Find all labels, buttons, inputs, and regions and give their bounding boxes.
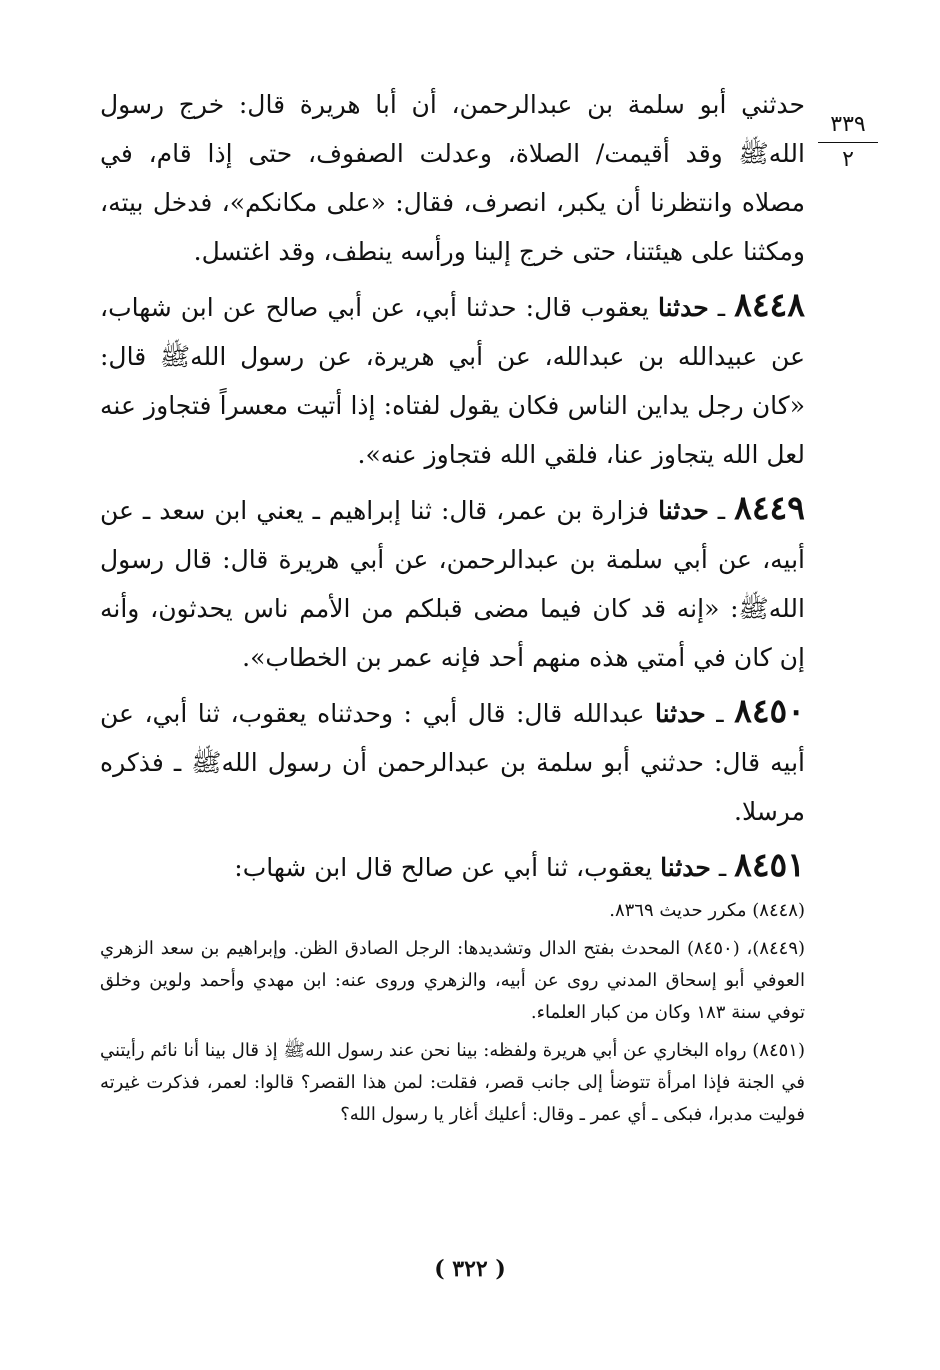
- hadith-8449: [100, 483, 805, 682]
- hadith-text: عبدالله قال: قال أبي : وحدثناه يعقوب، ثنا أبي، عن أبيه قال: حدثني أبو سلمة بن عبدالرحمن أن رسول اللهﷺ ـ فذكره مرسلا.: [100, 699, 805, 826]
- hadith-keyword: حدثنا: [658, 496, 709, 525]
- hadith-8448: [100, 280, 805, 479]
- hadith-keyword: حدثنا: [658, 293, 709, 322]
- hadith-number: ٨٤٤٨: [734, 285, 806, 324]
- hadith-keyword: حدثنا: [660, 853, 711, 882]
- hadith-keyword: حدثنا: [655, 699, 706, 728]
- hadith-8451: [100, 840, 805, 892]
- hadith-dash: ـ: [710, 853, 735, 882]
- margin-part: ٢: [842, 147, 854, 172]
- footnote: (٨٤٥١) رواه البخاري عن أبي هريرة ولفظه: بينا نحن عند رسول اللهﷺ إذ قال بينا أنا نائم رأيتني في الجنة فإذا امرأة تتوضأ إلى جانب قصر، فقلت: لمن هذا القصر؟ قالوا: لعمر، فذكرت غيرته فوليت مدبرا، فبكى ـ أي عمر ـ وقال: أعليك أغار يا رسول الله؟: [99, 1040, 805, 1125]
- hadith-number: ٨٤٤٩: [734, 488, 806, 527]
- hadith-dash: ـ: [708, 293, 735, 322]
- hadith-number: ٨٤٥١: [734, 845, 805, 884]
- margin-reference: [818, 110, 878, 175]
- footnotes: [100, 895, 805, 1137]
- page-number: ( ٣٢٢ ): [434, 1256, 506, 1282]
- hadith-number: ٨٤٥٠: [734, 691, 805, 730]
- hadith-text: يعقوب، ثنا أبي عن صالح قال ابن شهاب:: [234, 853, 661, 882]
- footnote: (٨٤٤٩)، (٨٤٥٠) المحدث بفتح الدال وتشديدها: الرجل الصادق الظن. وإبراهيم بن سعد الزهري العوفي أبو إسحاق المدني روى عن أبيه، والزهري وروى عنه: ابن مهدي وأحمد ولوين وخلق توفي سنة ١٨٣ وكان من كبار العلماء.: [100, 938, 806, 1023]
- hadith-8450: [100, 686, 805, 836]
- hadith-dash: ـ: [705, 699, 735, 728]
- margin-volume-page: ٣٣٩: [818, 110, 878, 143]
- hadith-text: يعقوب قال: حدثنا أبي، عن أبي صالح عن ابن شهاب، عن عبيدالله بن عبدالله، عن أبي هريرة، عن رسول اللهﷺ قال: «كان رجل يداين الناس فكان يقول لفتاه: إذا أتيت معسراً فتجاوز عنه لعل الله يتجاوز عنا، فلقي الله فتجاوز عنه».: [100, 293, 805, 469]
- hadith-dash: ـ: [708, 496, 735, 525]
- footnote: (٨٤٤٨) مكرر حديث ٨٣٦٩.: [609, 900, 805, 921]
- hadith-text: فزارة بن عمر، قال: ثنا إبراهيم ـ يعني ابن سعد ـ عن أبيه، عن أبي سلمة بن عبدالرحمن، عن أبي هريرة قال: قال رسول اللهﷺ: «إنه قد كان فيما مضى قبلكم من الأمم ناس يحدثون، وأنه إن كان في أمتي هذه منهم أحد فإنه عمر بن الخطاب».: [100, 496, 805, 672]
- opening-paragraph: حدثني أبو سلمة بن عبدالرحمن، أن أبا هريرة قال: خرج رسول اللهﷺ وقد أقيمت/ الصلاة، وعدلت الصفوف، حتى إذا قام، في مصلاه وانتظرنا أن يكبر، انصرف، فقال: «على مكانكم»، فدخل بيته، ومكثنا على هيئتنا، حتى خرج إلينا ورأسه ينطف، وقد اغتسل.: [100, 90, 805, 266]
- main-text: [100, 80, 805, 892]
